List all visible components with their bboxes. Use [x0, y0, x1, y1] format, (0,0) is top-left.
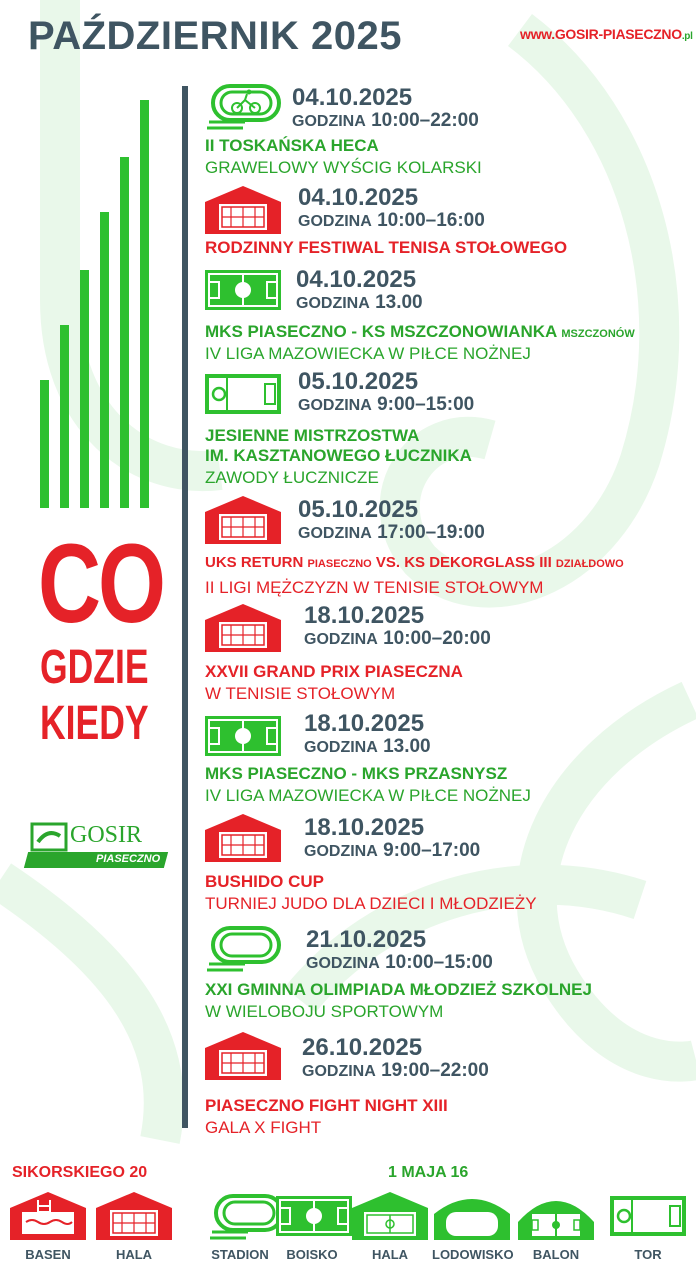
stadium-icon: [205, 924, 281, 972]
event-subtitle: GALA X FIGHT: [205, 1118, 322, 1137]
co-heading: CO: [38, 521, 163, 646]
website-link[interactable]: [520, 26, 693, 42]
event-title: XXI GMINNA OLIMPIADA MŁODZIEŻ SZKOLNEJ: [205, 980, 592, 999]
hall-icon: [205, 1032, 281, 1080]
event-time: GODZINA 13.00: [304, 736, 431, 757]
event-title: PIASECZNO FIGHT NIGHT XIII: [205, 1096, 448, 1115]
event-subtitle: ZAWODY ŁUCZNICZE: [205, 468, 379, 487]
event-date: 18.10.2025: [304, 710, 425, 737]
football-pitch-icon: [205, 712, 281, 760]
event-subtitle: W WIELOBOJU SPORTOWYM: [205, 1002, 444, 1021]
ice-rink-icon: [434, 1192, 510, 1240]
hall-icon: [205, 814, 281, 862]
event-time: GODZINA 10:00–22:00: [292, 110, 479, 131]
location-1-maja: 1 MAJA 16: [388, 1164, 469, 1181]
event-time: GODZINA 10:00–20:00: [304, 628, 491, 649]
kiedy-heading: KIEDY: [40, 697, 149, 750]
legend-label: TOR: [634, 1247, 662, 1262]
event-subtitle: IV LIGA MAZOWIECKA W PIŁCE NOŻNEJ: [205, 786, 531, 805]
pitch-icon: [276, 1192, 352, 1240]
legend-label: BASEN: [25, 1247, 71, 1262]
event-date: 04.10.2025: [298, 184, 419, 211]
hall-icon: [205, 496, 281, 544]
dome-icon: [518, 1192, 594, 1240]
event-title: BUSHIDO CUP: [205, 872, 325, 891]
event-title: MKS PIASECZNO - MKS PRZASNYSZ: [205, 764, 508, 783]
url-prefix: www.: [520, 26, 555, 42]
event-subtitle: GRAWELOWY WYŚCIG KOLARSKI: [205, 158, 482, 177]
event-time: GODZINA 19:00–22:00: [302, 1060, 489, 1081]
event-subtitle: IV LIGA MAZOWIECKA W PIŁCE NOŻNEJ: [205, 344, 531, 363]
event-date: 05.10.2025: [298, 368, 419, 395]
event-date: 05.10.2025: [298, 496, 419, 523]
gosir-logo-icon: [30, 822, 70, 852]
event-title: MKS PIASECZNO - KS MSZCZONOWIANKA MSZCZONÓW: [205, 322, 635, 341]
event-time: GODZINA 13.00: [296, 292, 423, 313]
event-date: 21.10.2025: [306, 926, 427, 953]
legend-label: BALON: [532, 1247, 580, 1262]
event-subtitle: TURNIEJ JUDO DLA DZIECI I MŁODZIEŻY: [205, 894, 537, 913]
hall-icon: [205, 186, 281, 234]
event-time: GODZINA 10:00–16:00: [298, 210, 485, 231]
page-title: PAŹDZIERNIK 2025: [28, 14, 403, 58]
event-title-line2: IM. KASZTANOWEGO ŁUCZNIKA: [205, 446, 472, 465]
hall-icon: [205, 604, 281, 652]
event-date: 04.10.2025: [292, 84, 413, 111]
event-time: GODZINA 10:00–15:00: [306, 952, 493, 973]
stadium-icon: [208, 1192, 284, 1240]
url-suffix: .pl: [681, 31, 693, 42]
event-time: GODZINA 17:00–19:00: [298, 522, 485, 543]
event-time: GODZINA 9:00–17:00: [304, 840, 481, 861]
pool-icon: [10, 1192, 86, 1240]
location-sikorskiego: SIKORSKIEGO 20: [12, 1164, 148, 1181]
event-date: 04.10.2025: [296, 266, 417, 293]
event-date: 18.10.2025: [304, 814, 425, 841]
event-time: GODZINA 9:00–15:00: [298, 394, 475, 415]
event-subtitle: II LIGI MĘŻCZYZN W TENISIE STOŁOWYM: [205, 578, 544, 597]
event-date: 26.10.2025: [302, 1034, 423, 1061]
football-pitch-icon: [205, 266, 281, 314]
logo-sub: PIASECZNO: [96, 853, 161, 865]
event-date: 18.10.2025: [304, 602, 425, 629]
logo-name: GOSIR: [70, 822, 143, 848]
stadium-cyclist-icon: [205, 82, 281, 130]
archery-field-icon: [610, 1192, 686, 1240]
url-main: GOSIR-PIASECZNO: [554, 26, 682, 42]
green-hall-icon: [352, 1192, 428, 1240]
archery-field-icon: [205, 370, 281, 418]
event-title: XXVII GRAND PRIX PIASECZNA: [205, 662, 463, 681]
hall-icon: [96, 1192, 172, 1240]
gosir-logo: [26, 822, 166, 870]
event-subtitle: W TENISIE STOŁOWYM: [205, 684, 396, 703]
legend-label: BOISKO: [286, 1247, 338, 1262]
gdzie-heading: GDZIE: [40, 641, 149, 694]
legend-label: LODOWISKO: [432, 1247, 514, 1262]
event-title: JESIENNE MISTRZOSTWA: [205, 426, 420, 445]
event-title: UKS RETURN PIASECZNO VS. KS DEKORGLASS III DZIAŁDOWO: [205, 554, 624, 571]
event-title: II TOSKAŃSKA HECA: [205, 136, 379, 155]
legend-label: HALA: [115, 1247, 153, 1262]
legend-label: STADION: [211, 1247, 269, 1262]
legend-label: HALA: [371, 1247, 409, 1262]
event-title: RODZINNY FESTIWAL TENISA STOŁOWEGO: [205, 238, 568, 257]
timeline-line: [182, 86, 188, 1128]
